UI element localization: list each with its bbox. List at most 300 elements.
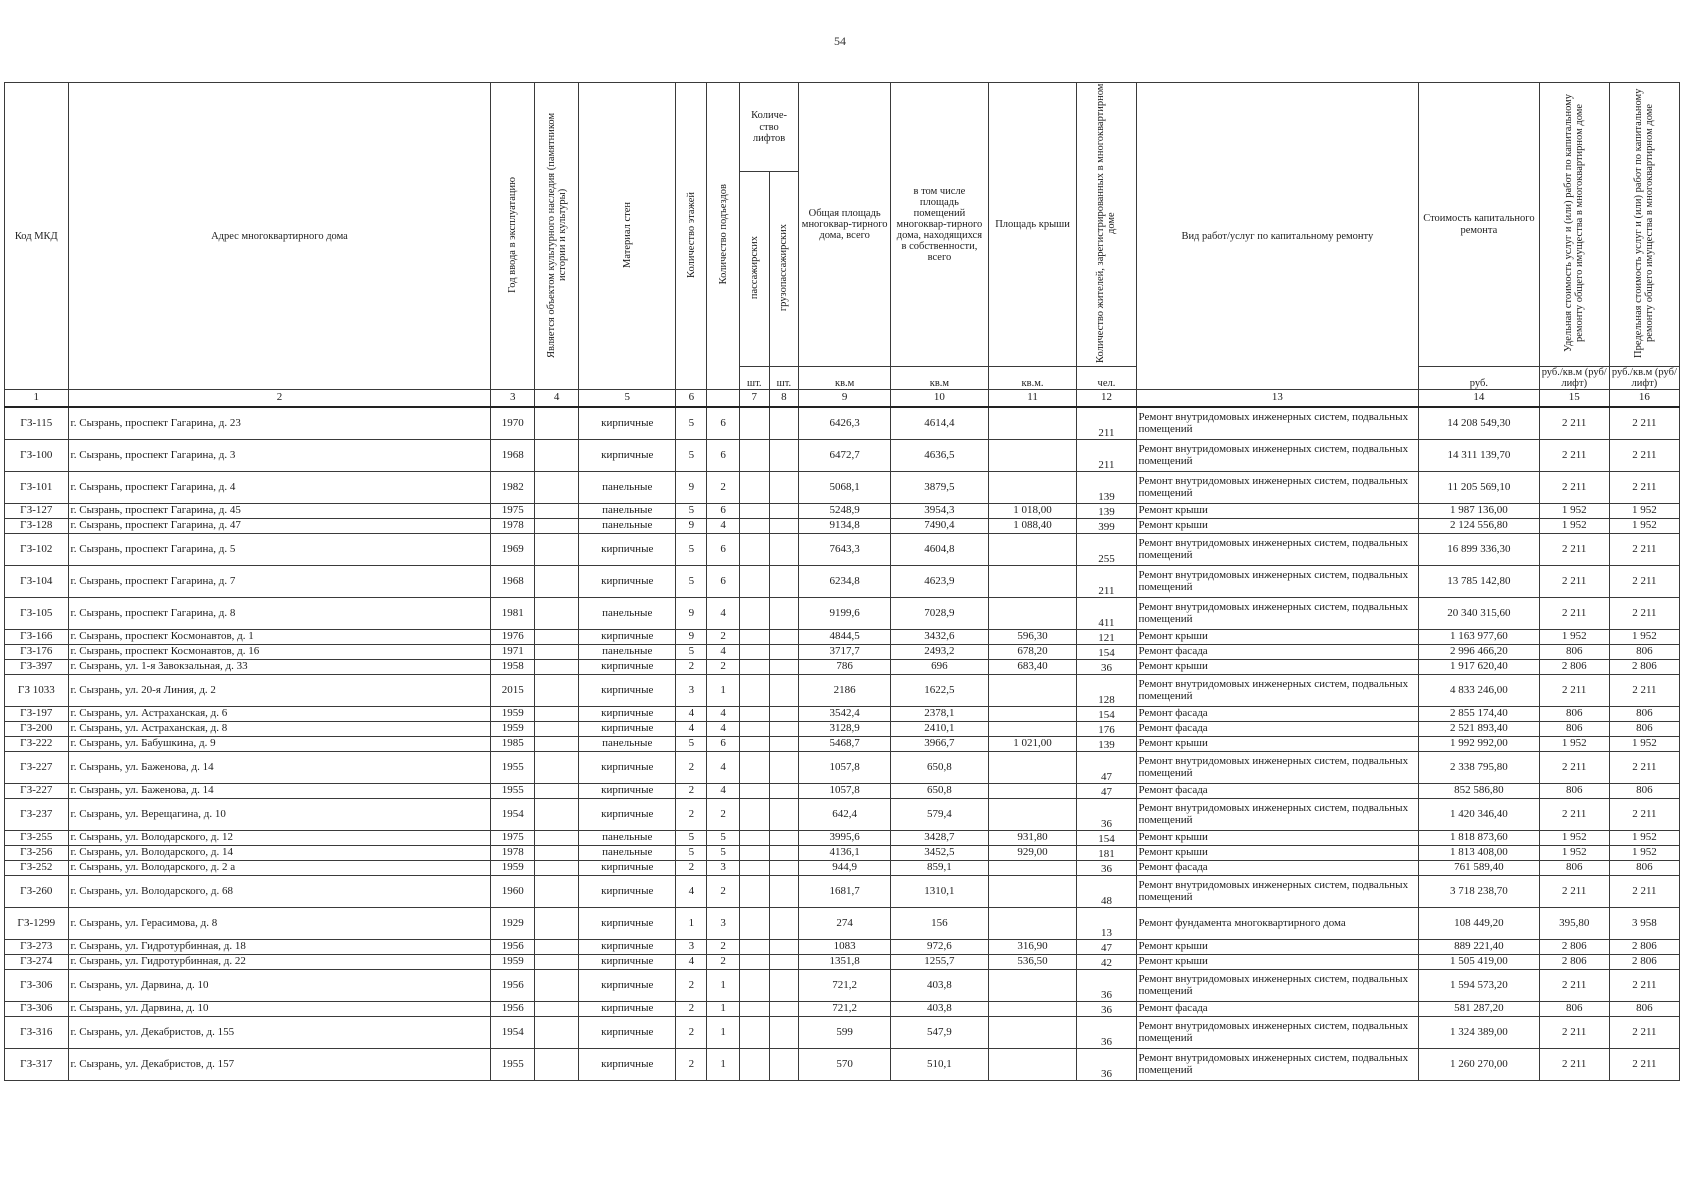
cell-owned-area: 403,8 <box>891 1002 988 1017</box>
header-address: Адрес многоквартирного дома <box>68 83 491 390</box>
cell-entrances: 1 <box>707 970 740 1002</box>
cell-lifts-passenger <box>740 598 770 630</box>
cell-year: 2015 <box>491 675 535 707</box>
cell-total-area: 5248,9 <box>799 504 891 519</box>
cell-total-area: 1057,8 <box>799 752 891 784</box>
cell-entrances: 3 <box>707 908 740 940</box>
cell-entrances: 4 <box>707 645 740 660</box>
header-residents: Количество жителей, зарегистрированных в многоквартирном доме <box>1077 83 1136 367</box>
cell-residents: 139 <box>1077 504 1136 519</box>
cell-cost: 852 586,80 <box>1419 784 1540 799</box>
cell-walls: кирпичные <box>579 707 676 722</box>
cell-lifts-passenger <box>740 1017 770 1049</box>
cell-residents: 411 <box>1077 598 1136 630</box>
cell-entrances: 4 <box>707 784 740 799</box>
cell-residents: 211 <box>1077 407 1136 440</box>
cell-entrances: 2 <box>707 940 740 955</box>
cell-limit-cost: 1 952 <box>1609 737 1679 752</box>
cell-heritage <box>535 407 579 440</box>
cell-address: г. Сызрань, ул. Астраханская, д. 8 <box>68 722 491 737</box>
cell-floors: 2 <box>676 1017 707 1049</box>
cell-walls: кирпичные <box>579 630 676 645</box>
cell-address: г. Сызрань, ул. Дарвина, д. 10 <box>68 970 491 1002</box>
cell-year: 1956 <box>491 940 535 955</box>
cell-year: 1955 <box>491 784 535 799</box>
table-row <box>5 675 1680 707</box>
cell-code: ГЗ-200 <box>5 722 69 737</box>
cell-address: г. Сызрань, ул. Астраханская, д. 6 <box>68 707 491 722</box>
cell-heritage <box>535 1002 579 1017</box>
cell-year: 1959 <box>491 722 535 737</box>
cell-cost: 1 992 992,00 <box>1419 737 1540 752</box>
cell-owned-area: 7490,4 <box>891 519 988 534</box>
cell-year: 1970 <box>491 407 535 440</box>
cell-total-area: 570 <box>799 1049 891 1081</box>
cell-heritage <box>535 660 579 675</box>
cell-owned-area: 156 <box>891 908 988 940</box>
cell-address: г. Сызрань, проспект Космонавтов, д. 16 <box>68 645 491 660</box>
cell-work-type: Ремонт внутридомовых инженерных систем, подвальных помещений <box>1136 472 1419 504</box>
cell-lifts-passenger <box>740 675 770 707</box>
cell-lifts-passenger <box>740 955 770 970</box>
table-row <box>5 630 1680 645</box>
table-row <box>5 566 1680 598</box>
cell-lifts-passenger <box>740 707 770 722</box>
cell-roof-area: 1 018,00 <box>988 504 1077 519</box>
cell-cost: 11 205 569,10 <box>1419 472 1540 504</box>
table-body <box>5 390 1680 1081</box>
cell-work-type: Ремонт крыши <box>1136 940 1419 955</box>
cell-residents: 154 <box>1077 831 1136 846</box>
cell-year: 1960 <box>491 876 535 908</box>
cell-year: 1954 <box>491 799 535 831</box>
cell-roof-area: 683,40 <box>988 660 1077 675</box>
cell-lifts-passenger <box>740 846 770 861</box>
cell-residents: 47 <box>1077 752 1136 784</box>
cell-cost: 4 833 246,00 <box>1419 675 1540 707</box>
table-row <box>5 799 1680 831</box>
cell-walls: кирпичные <box>579 1002 676 1017</box>
header-work-type: Вид работ/услуг по капитальному ремонту <box>1136 83 1419 390</box>
cell-owned-area: 4604,8 <box>891 534 988 566</box>
cell-walls: панельные <box>579 737 676 752</box>
cell-lifts-passenger <box>740 1049 770 1081</box>
cell-floors: 5 <box>676 645 707 660</box>
cell-floors: 2 <box>676 970 707 1002</box>
column-number: 15 <box>1539 390 1609 408</box>
column-number: 14 <box>1419 390 1540 408</box>
cell-total-area: 599 <box>799 1017 891 1049</box>
cell-limit-cost: 806 <box>1609 1002 1679 1017</box>
cell-cost: 581 287,20 <box>1419 1002 1540 1017</box>
cell-roof-area <box>988 1002 1077 1017</box>
cell-address: г. Сызрань, ул. Володарского, д. 2 а <box>68 861 491 876</box>
cell-walls: кирпичные <box>579 566 676 598</box>
cell-residents: 36 <box>1077 799 1136 831</box>
cell-lifts-cargo <box>769 940 799 955</box>
cell-walls: кирпичные <box>579 407 676 440</box>
table-row <box>5 472 1680 504</box>
cell-residents: 139 <box>1077 472 1136 504</box>
cell-total-area: 2186 <box>799 675 891 707</box>
cell-walls: кирпичные <box>579 1017 676 1049</box>
cell-work-type: Ремонт внутридомовых инженерных систем, подвальных помещений <box>1136 534 1419 566</box>
cell-lifts-passenger <box>740 534 770 566</box>
cell-year: 1929 <box>491 908 535 940</box>
cell-floors: 2 <box>676 1002 707 1017</box>
header-code: Код МКД <box>5 83 69 390</box>
table-row <box>5 752 1680 784</box>
cell-lifts-passenger <box>740 876 770 908</box>
cell-code: ГЗ-100 <box>5 440 69 472</box>
cell-lifts-cargo <box>769 519 799 534</box>
cell-work-type: Ремонт фасада <box>1136 707 1419 722</box>
cell-heritage <box>535 1017 579 1049</box>
cell-entrances: 2 <box>707 799 740 831</box>
cell-work-type: Ремонт внутридомовых инженерных систем, подвальных помещений <box>1136 970 1419 1002</box>
cell-work-type: Ремонт внутридомовых инженерных систем, подвальных помещений <box>1136 752 1419 784</box>
cell-heritage <box>535 784 579 799</box>
cell-unit-cost: 1 952 <box>1539 846 1609 861</box>
cell-work-type: Ремонт внутридомовых инженерных систем, подвальных помещений <box>1136 566 1419 598</box>
cell-lifts-cargo <box>769 970 799 1002</box>
cell-residents: 47 <box>1077 940 1136 955</box>
cell-residents: 121 <box>1077 630 1136 645</box>
cell-total-area: 5068,1 <box>799 472 891 504</box>
cell-cost: 1 163 977,60 <box>1419 630 1540 645</box>
cell-unit-cost: 1 952 <box>1539 630 1609 645</box>
cell-total-area: 274 <box>799 908 891 940</box>
cell-heritage <box>535 630 579 645</box>
cell-year: 1955 <box>491 1049 535 1081</box>
cell-floors: 9 <box>676 598 707 630</box>
cell-owned-area: 7028,9 <box>891 598 988 630</box>
cell-walls: кирпичные <box>579 722 676 737</box>
cell-total-area: 944,9 <box>799 861 891 876</box>
cell-total-area: 3717,7 <box>799 645 891 660</box>
cell-unit-cost: 806 <box>1539 722 1609 737</box>
cell-roof-area: 596,30 <box>988 630 1077 645</box>
cell-code: ГЗ-227 <box>5 752 69 784</box>
cell-work-type: Ремонт внутридомовых инженерных систем, подвальных помещений <box>1136 799 1419 831</box>
cell-floors: 4 <box>676 955 707 970</box>
cell-owned-area: 510,1 <box>891 1049 988 1081</box>
cell-owned-area: 3879,5 <box>891 472 988 504</box>
cell-address: г. Сызрань, ул. Баженова, д. 14 <box>68 752 491 784</box>
cell-residents: 255 <box>1077 534 1136 566</box>
cell-roof-area <box>988 534 1077 566</box>
cell-unit-cost: 806 <box>1539 645 1609 660</box>
cell-work-type: Ремонт фасада <box>1136 722 1419 737</box>
cell-heritage <box>535 737 579 752</box>
table-row <box>5 955 1680 970</box>
cell-walls: панельные <box>579 472 676 504</box>
cell-lifts-cargo <box>769 1002 799 1017</box>
cell-residents: 181 <box>1077 846 1136 861</box>
unit-lifts-passenger: шт. <box>740 367 770 390</box>
cell-limit-cost: 1 952 <box>1609 831 1679 846</box>
column-number: 10 <box>891 390 988 408</box>
cell-address: г. Сызрань, проспект Гагарина, д. 3 <box>68 440 491 472</box>
cell-owned-area: 4636,5 <box>891 440 988 472</box>
cell-entrances: 6 <box>707 534 740 566</box>
cell-lifts-cargo <box>769 660 799 675</box>
cell-lifts-passenger <box>740 970 770 1002</box>
cell-address: г. Сызрань, ул. Гидротурбинная, д. 18 <box>68 940 491 955</box>
header-owned-area: в том числе площадь помещений многоквар-тирного дома, находящихся в собственности, всего <box>891 83 988 367</box>
cell-owned-area: 2378,1 <box>891 707 988 722</box>
header-lifts: Количе-ство лифтов <box>740 83 799 172</box>
cell-total-area: 1351,8 <box>799 955 891 970</box>
cell-lifts-passenger <box>740 784 770 799</box>
cell-total-area: 6234,8 <box>799 566 891 598</box>
table-row <box>5 737 1680 752</box>
cell-floors: 5 <box>676 846 707 861</box>
cell-cost: 108 449,20 <box>1419 908 1540 940</box>
cell-address: г. Сызрань, проспект Гагарина, д. 5 <box>68 534 491 566</box>
cell-owned-area: 696 <box>891 660 988 675</box>
cell-code: ГЗ-101 <box>5 472 69 504</box>
cell-residents: 399 <box>1077 519 1136 534</box>
cell-work-type: Ремонт крыши <box>1136 955 1419 970</box>
cell-work-type: Ремонт крыши <box>1136 504 1419 519</box>
cell-floors: 5 <box>676 831 707 846</box>
cell-code: ГЗ-197 <box>5 707 69 722</box>
cell-residents: 154 <box>1077 645 1136 660</box>
column-number: 8 <box>769 390 799 408</box>
cell-residents: 211 <box>1077 566 1136 598</box>
cell-limit-cost: 2 211 <box>1609 1049 1679 1081</box>
cell-address: г. Сызрань, ул. Баженова, д. 14 <box>68 784 491 799</box>
cell-cost: 1 818 873,60 <box>1419 831 1540 846</box>
cell-work-type: Ремонт фасада <box>1136 784 1419 799</box>
cell-work-type: Ремонт внутридомовых инженерных систем, подвальных помещений <box>1136 675 1419 707</box>
cell-residents: 13 <box>1077 908 1136 940</box>
cell-cost: 16 899 336,30 <box>1419 534 1540 566</box>
table-row <box>5 908 1680 940</box>
cell-unit-cost: 2 211 <box>1539 1017 1609 1049</box>
cell-total-area: 6472,7 <box>799 440 891 472</box>
cell-code: ГЗ-273 <box>5 940 69 955</box>
cell-limit-cost: 2 211 <box>1609 566 1679 598</box>
cell-address: г. Сызрань, ул. Гидротурбинная, д. 22 <box>68 955 491 970</box>
cell-owned-area: 3966,7 <box>891 737 988 752</box>
cell-limit-cost: 2 211 <box>1609 598 1679 630</box>
cell-year: 1955 <box>491 752 535 784</box>
cell-heritage <box>535 440 579 472</box>
table-row <box>5 970 1680 1002</box>
cell-code: ГЗ-227 <box>5 784 69 799</box>
cell-heritage <box>535 940 579 955</box>
cell-owned-area: 4614,4 <box>891 407 988 440</box>
cell-cost: 2 855 174,40 <box>1419 707 1540 722</box>
table-row <box>5 1002 1680 1017</box>
cell-code: ГЗ-274 <box>5 955 69 970</box>
cell-roof-area <box>988 598 1077 630</box>
cell-floors: 2 <box>676 861 707 876</box>
cell-code: ГЗ 1033 <box>5 675 69 707</box>
cell-total-area: 3128,9 <box>799 722 891 737</box>
cell-lifts-cargo <box>769 645 799 660</box>
cell-cost: 1 917 620,40 <box>1419 660 1540 675</box>
cell-work-type: Ремонт внутридомовых инженерных систем, подвальных помещений <box>1136 1017 1419 1049</box>
cell-entrances: 4 <box>707 598 740 630</box>
cell-total-area: 3995,6 <box>799 831 891 846</box>
table-header <box>5 83 1680 390</box>
cell-heritage <box>535 534 579 566</box>
cell-owned-area: 4623,9 <box>891 566 988 598</box>
cell-roof-area <box>988 1049 1077 1081</box>
cell-cost: 1 260 270,00 <box>1419 1049 1540 1081</box>
cell-year: 1954 <box>491 1017 535 1049</box>
cell-year: 1978 <box>491 846 535 861</box>
column-number: 4 <box>535 390 579 408</box>
header-walls: Материал стен <box>579 83 676 390</box>
cell-unit-cost: 2 211 <box>1539 566 1609 598</box>
cell-lifts-passenger <box>740 722 770 737</box>
cell-cost: 14 208 549,30 <box>1419 407 1540 440</box>
cell-total-area: 642,4 <box>799 799 891 831</box>
cell-unit-cost: 1 952 <box>1539 831 1609 846</box>
cell-lifts-cargo <box>769 722 799 737</box>
header-roof-area: Площадь крыши <box>988 83 1077 367</box>
cell-residents: 48 <box>1077 876 1136 908</box>
cell-year: 1971 <box>491 645 535 660</box>
cell-heritage <box>535 846 579 861</box>
table-row <box>5 645 1680 660</box>
cell-unit-cost: 806 <box>1539 707 1609 722</box>
cell-code: ГЗ-252 <box>5 861 69 876</box>
cell-roof-area: 1 021,00 <box>988 737 1077 752</box>
cell-entrances: 6 <box>707 407 740 440</box>
cell-entrances: 4 <box>707 519 740 534</box>
cell-work-type: Ремонт фасада <box>1136 1002 1419 1017</box>
cell-lifts-cargo <box>769 876 799 908</box>
cell-roof-area: 678,20 <box>988 645 1077 660</box>
cell-lifts-cargo <box>769 472 799 504</box>
cell-owned-area: 1622,5 <box>891 675 988 707</box>
cell-cost: 1 594 573,20 <box>1419 970 1540 1002</box>
cell-unit-cost: 2 211 <box>1539 799 1609 831</box>
cell-limit-cost: 3 958 <box>1609 908 1679 940</box>
cell-roof-area <box>988 1017 1077 1049</box>
cell-work-type: Ремонт крыши <box>1136 660 1419 675</box>
cell-roof-area <box>988 799 1077 831</box>
cell-floors: 5 <box>676 504 707 519</box>
cell-address: г. Сызрань, проспект Космонавтов, д. 1 <box>68 630 491 645</box>
cell-owned-area: 650,8 <box>891 784 988 799</box>
cell-cost: 1 987 136,00 <box>1419 504 1540 519</box>
cell-owned-area: 403,8 <box>891 970 988 1002</box>
cell-floors: 2 <box>676 660 707 675</box>
cell-code: ГЗ-237 <box>5 799 69 831</box>
cell-lifts-cargo <box>769 675 799 707</box>
cell-unit-cost: 806 <box>1539 861 1609 876</box>
cell-limit-cost: 2 806 <box>1609 660 1679 675</box>
cell-owned-area: 3954,3 <box>891 504 988 519</box>
cell-unit-cost: 2 806 <box>1539 660 1609 675</box>
cell-owned-area: 1255,7 <box>891 955 988 970</box>
header-entrances: Количество подъездов <box>707 83 740 390</box>
cell-limit-cost: 2 806 <box>1609 955 1679 970</box>
table-row <box>5 598 1680 630</box>
column-number: 1 <box>5 390 69 408</box>
cell-work-type: Ремонт крыши <box>1136 519 1419 534</box>
cell-heritage <box>535 831 579 846</box>
cell-heritage <box>535 645 579 660</box>
cell-walls: панельные <box>579 846 676 861</box>
cell-work-type: Ремонт крыши <box>1136 737 1419 752</box>
cell-roof-area <box>988 472 1077 504</box>
cell-entrances: 6 <box>707 504 740 519</box>
cell-heritage <box>535 707 579 722</box>
cell-cost: 1 420 346,40 <box>1419 799 1540 831</box>
cell-floors: 3 <box>676 675 707 707</box>
cell-walls: панельные <box>579 645 676 660</box>
cell-owned-area: 2410,1 <box>891 722 988 737</box>
cell-lifts-cargo <box>769 955 799 970</box>
cell-entrances: 1 <box>707 1017 740 1049</box>
column-number: 12 <box>1077 390 1136 408</box>
page-number: 54 <box>834 34 846 48</box>
cell-residents: 211 <box>1077 440 1136 472</box>
cell-total-area: 6426,3 <box>799 407 891 440</box>
cell-limit-cost: 2 211 <box>1609 440 1679 472</box>
cell-limit-cost: 1 952 <box>1609 519 1679 534</box>
unit-residents: чел. <box>1077 367 1136 390</box>
cell-walls: кирпичные <box>579 675 676 707</box>
cell-lifts-cargo <box>769 630 799 645</box>
cell-limit-cost: 2 211 <box>1609 876 1679 908</box>
cell-work-type: Ремонт внутридомовых инженерных систем, подвальных помещений <box>1136 876 1419 908</box>
cell-owned-area: 3428,7 <box>891 831 988 846</box>
cell-address: г. Сызрань, ул. Декабристов, д. 157 <box>68 1049 491 1081</box>
cell-cost: 2 338 795,80 <box>1419 752 1540 784</box>
cell-entrances: 2 <box>707 660 740 675</box>
cell-unit-cost: 2 211 <box>1539 1049 1609 1081</box>
cell-work-type: Ремонт внутридомовых инженерных систем, подвальных помещений <box>1136 1049 1419 1081</box>
cell-roof-area <box>988 707 1077 722</box>
cell-code: ГЗ-397 <box>5 660 69 675</box>
cell-year: 1956 <box>491 1002 535 1017</box>
cell-code: ГЗ-260 <box>5 876 69 908</box>
column-number: 6 <box>676 390 707 408</box>
cell-floors: 5 <box>676 534 707 566</box>
cell-residents: 36 <box>1077 861 1136 876</box>
header-lifts-passenger: пассажирских <box>740 172 770 367</box>
cell-address: г. Сызрань, проспект Гагарина, д. 45 <box>68 504 491 519</box>
column-number: 3 <box>491 390 535 408</box>
cell-limit-cost: 806 <box>1609 722 1679 737</box>
cell-cost: 2 521 893,40 <box>1419 722 1540 737</box>
cell-code: ГЗ-115 <box>5 407 69 440</box>
cell-entrances: 3 <box>707 861 740 876</box>
cell-owned-area: 1310,1 <box>891 876 988 908</box>
cell-heritage <box>535 861 579 876</box>
cell-lifts-passenger <box>740 440 770 472</box>
table-row <box>5 1017 1680 1049</box>
cell-year: 1968 <box>491 440 535 472</box>
cell-unit-cost: 1 952 <box>1539 504 1609 519</box>
cell-address: г. Сызрань, ул. Володарского, д. 68 <box>68 876 491 908</box>
cell-entrances: 6 <box>707 440 740 472</box>
cell-walls: кирпичные <box>579 940 676 955</box>
cell-cost: 889 221,40 <box>1419 940 1540 955</box>
cell-limit-cost: 2 211 <box>1609 970 1679 1002</box>
cell-entrances: 4 <box>707 707 740 722</box>
cell-code: ГЗ-306 <box>5 970 69 1002</box>
cell-floors: 5 <box>676 407 707 440</box>
